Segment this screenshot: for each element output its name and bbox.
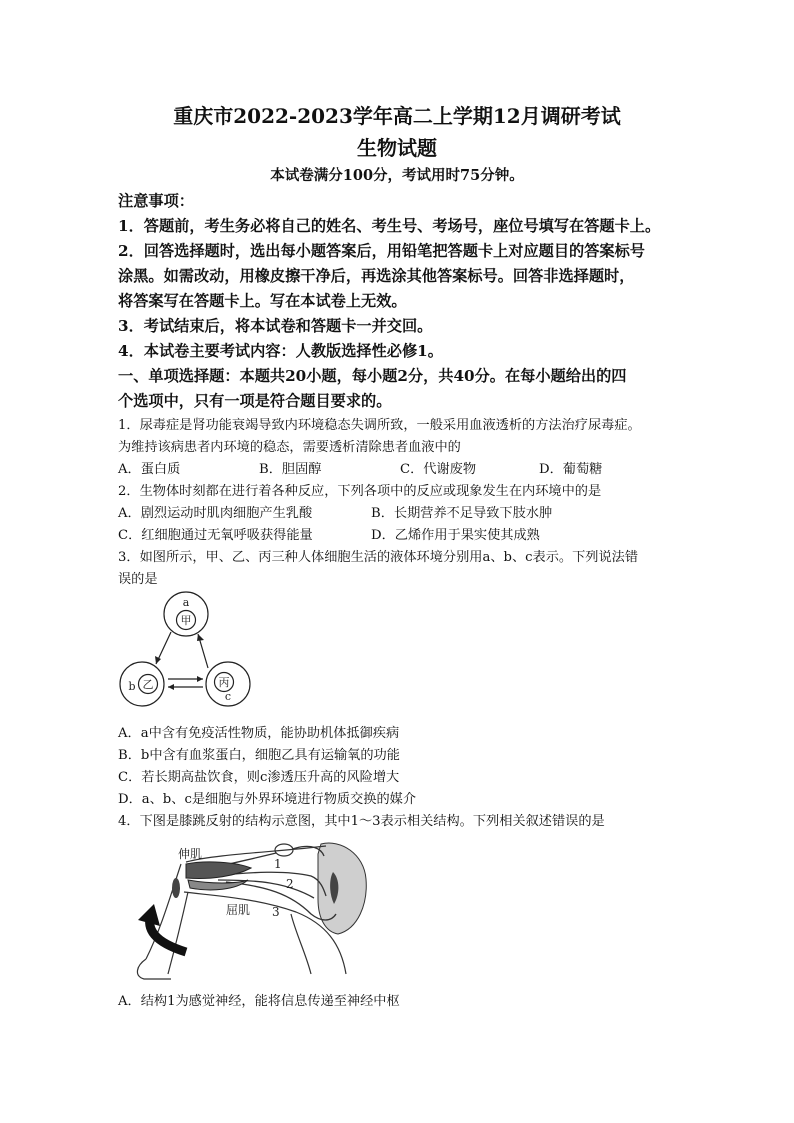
q2-option-a: A．剧烈运动时肌肉细胞产生乳酸 xyxy=(118,506,313,521)
label-cell-right: 丙 xyxy=(218,676,230,689)
q1-option-c: C．代谢废物 xyxy=(400,462,477,477)
note-1: 1．答题前，考生务必将自己的姓名、考生号、考场号，座位号填写在答题卡上。 xyxy=(118,217,661,235)
q1-stem-line-2: 为维持该病患者内环境的稳态，需要透析清除患者血液中的 xyxy=(118,440,461,455)
knee-jerk-reflex-figure xyxy=(126,834,376,984)
q4-option-a: A．结构1为感觉神经，能将信息传递至神经中枢 xyxy=(118,994,400,1009)
section-heading-line-2: 个选项中，只有一项是符合题目要求的。 xyxy=(118,392,392,410)
arrowhead-right xyxy=(197,676,203,682)
label-extensor: 伸肌 xyxy=(178,847,203,861)
label-c: c xyxy=(224,690,232,703)
label-structure-3: 3 xyxy=(272,905,280,919)
label-cell-top: 甲 xyxy=(180,614,192,627)
section-heading-line-1: 一、单项选择题：本题共20小题，每小题2分，共40分。在每小题给出的四 xyxy=(118,367,627,385)
label-flexor: 屈肌 xyxy=(226,903,251,917)
q3-stem-line-2: 误的是 xyxy=(118,572,158,587)
q3-option-c: C．若长期高盐饮食，则c渗透压升高的风险增大 xyxy=(118,770,400,785)
label-structure-1: 1 xyxy=(274,857,282,871)
subject-title: 生物试题 xyxy=(357,136,437,160)
extensor-muscle-shape xyxy=(186,862,251,879)
q1-option-d: D．葡萄糖 xyxy=(539,462,603,477)
note-2-line-3: 将答案写在答题卡上。写在本试卷上无效。 xyxy=(118,292,407,310)
q3-option-b: B．b中含有血浆蛋白，细胞乙具有运输氧的功能 xyxy=(118,748,400,763)
label-structure-2: 2 xyxy=(286,877,294,891)
q2-option-b: B．长期营养不足导致下肢水肿 xyxy=(371,506,553,521)
label-b: b xyxy=(128,680,136,693)
exam-title: 重庆市2022-2023学年高二上学期12月调研考试 xyxy=(173,104,621,128)
q3-option-d: D．a、b、c是细胞与外界环境进行物质交换的媒介 xyxy=(118,792,417,807)
label-cell-left: 乙 xyxy=(142,678,154,691)
label-a: a xyxy=(182,596,190,609)
flexor-muscle-shape xyxy=(188,880,248,890)
q4-stem: 4．下图是膝跳反射的结构示意图，其中1～3表示相关结构。下列相关叙述错误的是 xyxy=(118,814,605,829)
other-leg-outline xyxy=(291,914,311,974)
notes-heading: 注意事项： xyxy=(118,192,194,210)
arrowhead-left xyxy=(155,656,161,664)
q1-stem-line-1: 1．尿毒症是肾功能衰竭导致内环境稳态失调所致，一般采用血液透析的方法治疗尿毒症。 xyxy=(118,418,641,433)
q2-stem: 2．生物体时刻都在进行着各种反应，下列各项中的反应或现象发生在内环境中的是 xyxy=(118,484,602,499)
q2-option-d: D．乙烯作用于果实使其成熟 xyxy=(371,528,540,543)
thigh-top-outline xyxy=(186,846,326,862)
motion-arrowhead xyxy=(138,904,160,926)
note-4: 4．本试卷主要考试内容：人教版选择性必修1。 xyxy=(118,342,443,360)
q1-option-b: B．胆固醇 xyxy=(259,462,322,477)
q1-option-a: A．蛋白质 xyxy=(118,462,181,477)
q3-option-a: A．a中含有免疫活性物质，能协助机体抵御疾病 xyxy=(118,726,400,741)
q2-option-c: C．红细胞通过无氧呼吸获得能量 xyxy=(118,528,313,543)
exam-info: 本试卷满分100分，考试用时75分钟。 xyxy=(270,167,524,184)
shin-back-outline xyxy=(168,892,188,974)
foot-outline xyxy=(137,959,171,979)
note-2-line-2: 涂黑。如需改动，用橡皮擦干净后，再选涂其他答案标号。回答非选择题时， xyxy=(118,267,635,285)
arrowhead-top xyxy=(197,634,204,641)
arrowhead-back xyxy=(168,684,174,690)
reflex-hammer-head xyxy=(172,878,180,898)
note-2-line-1: 2．回答选择题时，选出每小题答案后，用铅笔把答题卡上对应题目的答案标号 xyxy=(118,242,645,260)
cell-environment-diagram xyxy=(118,590,258,718)
note-3: 3．考试结束后，将本试卷和答题卡一并交回。 xyxy=(118,317,433,335)
q3-stem-line-1: 3．如图所示，甲、乙、丙三种人体细胞生活的液体环境分别用a、b、c表示。下列说法错 xyxy=(118,550,639,565)
